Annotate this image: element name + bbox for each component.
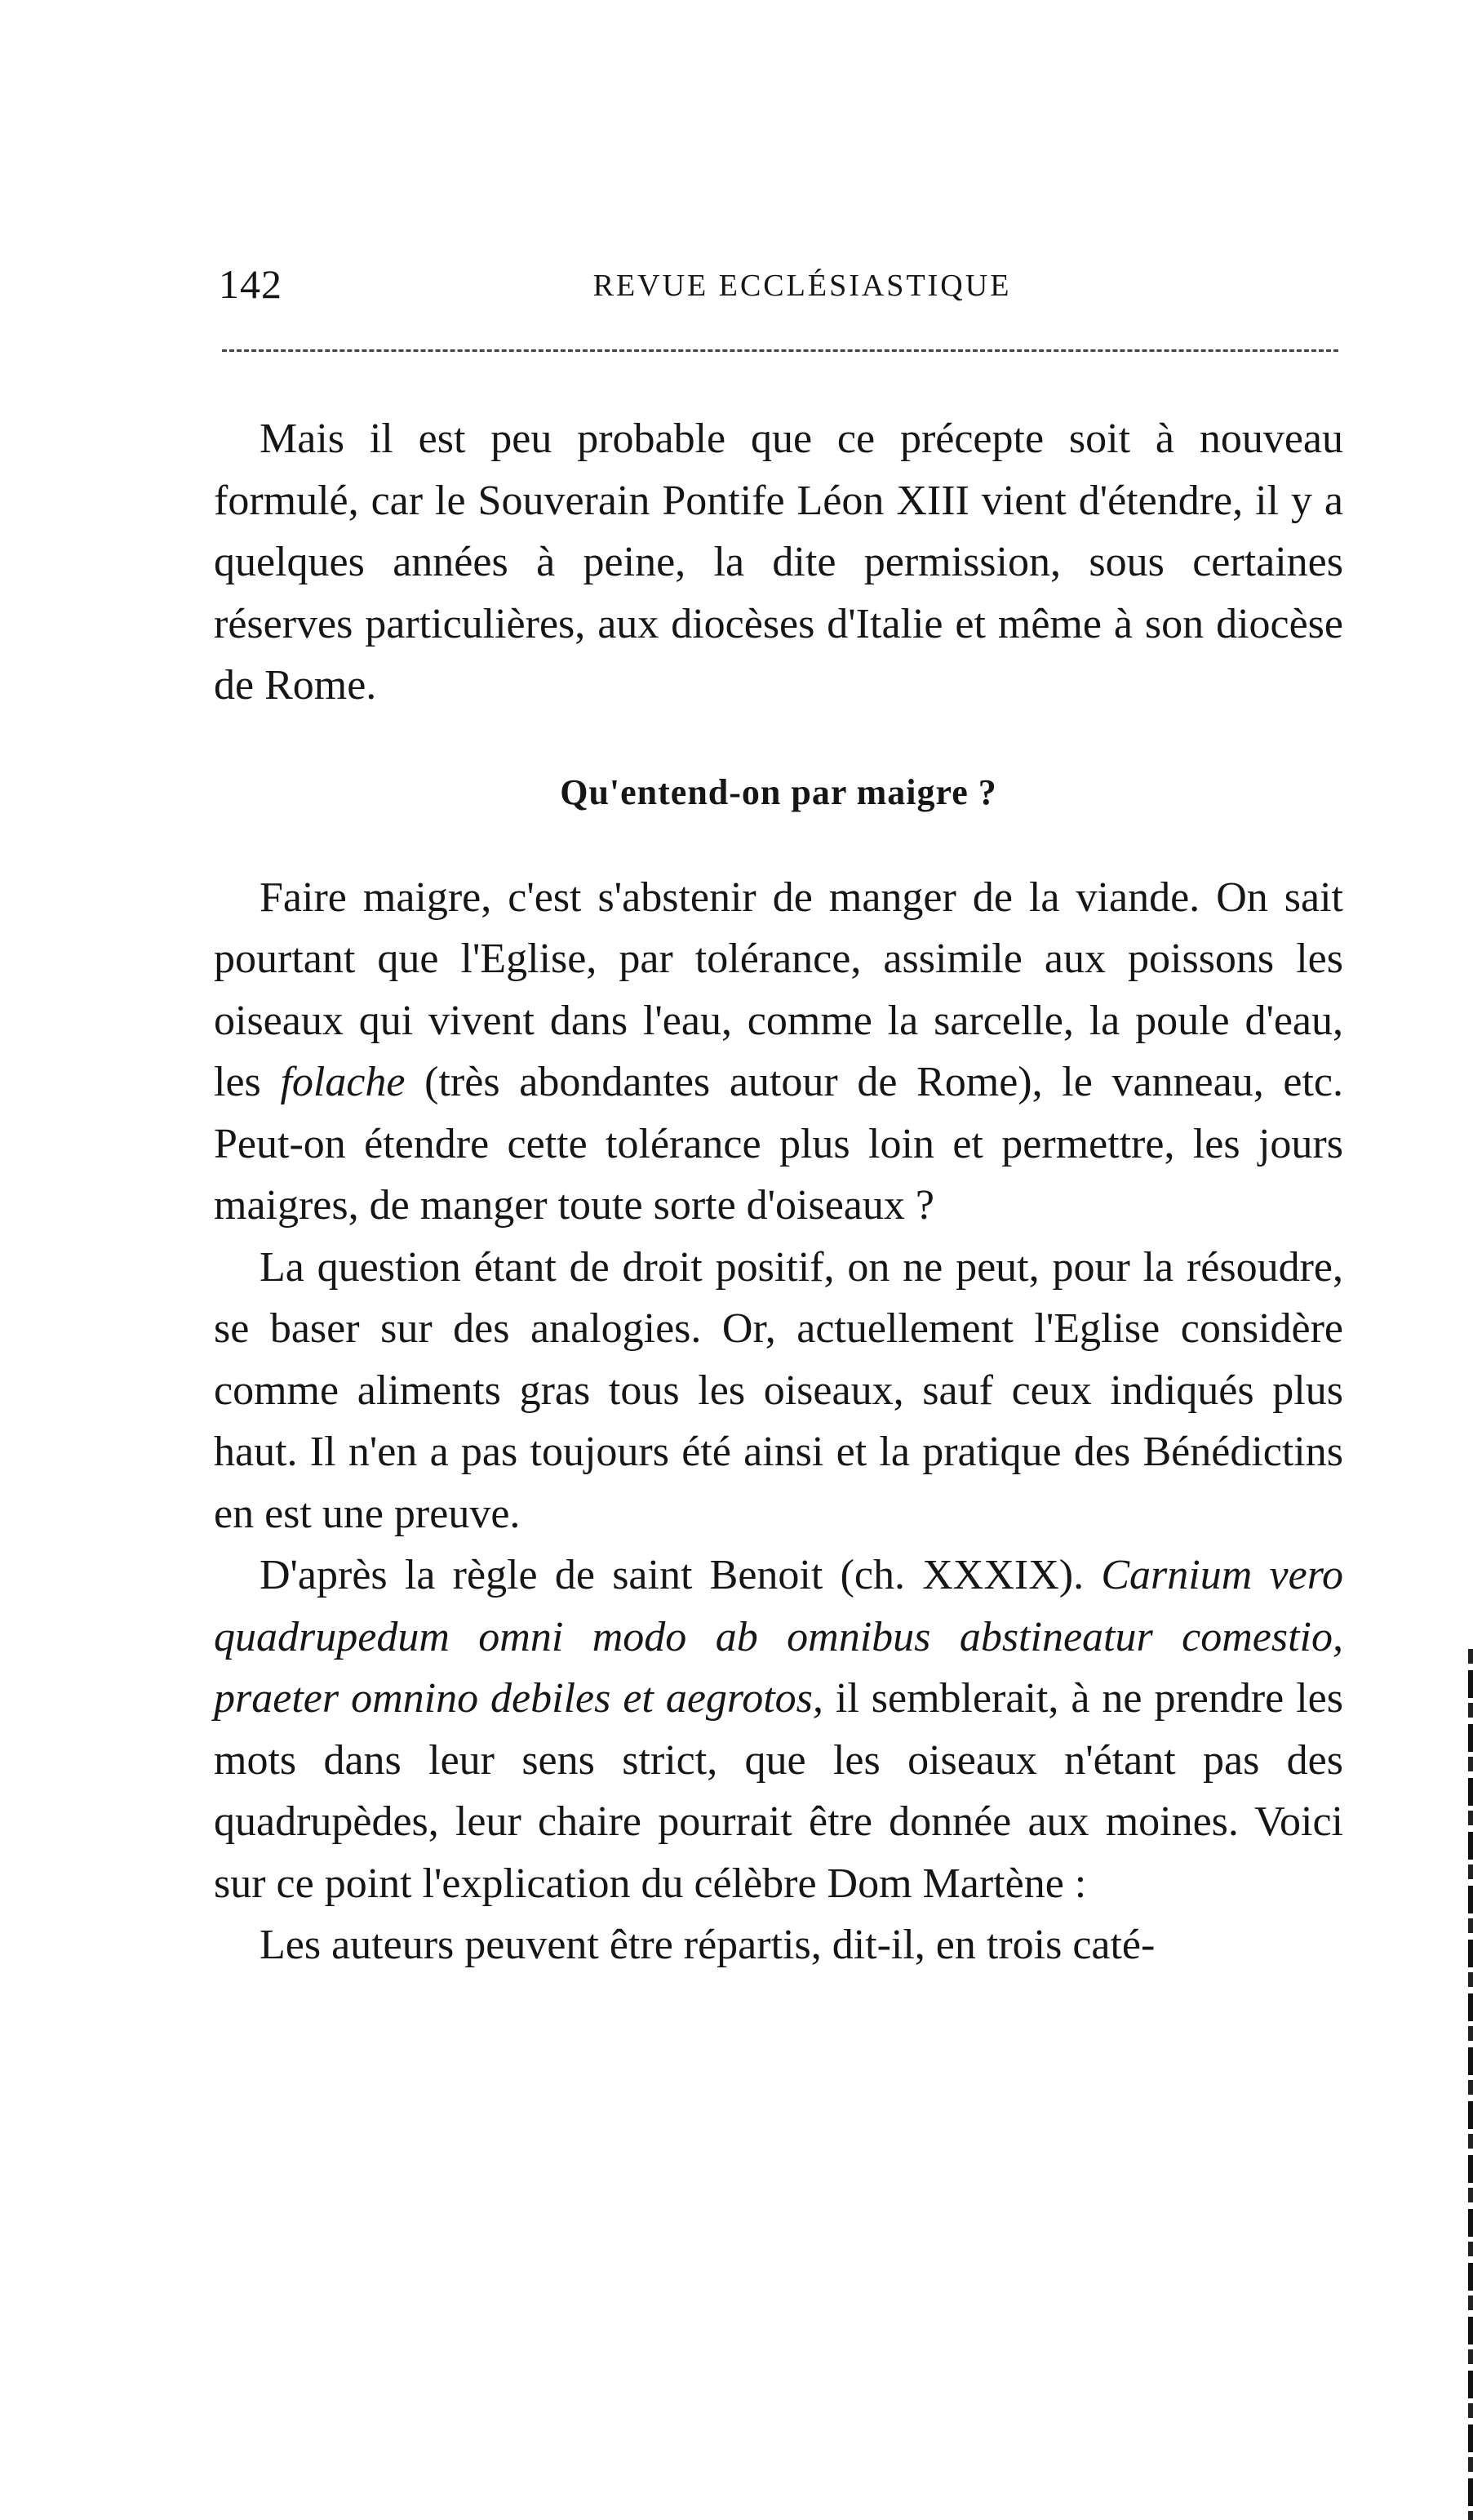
paragraph-text: D'après la règle de saint Benoit (ch. XXXIX). [260, 1552, 1102, 1598]
paragraph [214, 1544, 1343, 1914]
running-title: REVUE ECCLÉSIASTIQUE [592, 269, 1012, 303]
page-number: 142 [219, 261, 282, 307]
paragraph [214, 1237, 1343, 1545]
italic-term: folache [280, 1059, 406, 1105]
paragraph-text: il semblerait, à ne prendre les mots dans leur sens strict, que les oiseaux n'étant pas des quadrupèdes, leur chaire pourrait être donnée aux moines. Voici sur ce point l'explication du célèbre Dom Martène : [214, 1675, 1343, 1907]
paragraph-text: Les auteurs peuvent être répartis, dit-il, en trois caté- [260, 1922, 1156, 1968]
paragraph-text: (très abondantes autour de Rome), le vanneau, etc. Peut-on étendre cette tolérance plus loin et permettre, les jours maigres, de manger toute sorte d'oiseaux ? [214, 1059, 1343, 1229]
header-rule [222, 349, 1338, 352]
paragraph [214, 1914, 1343, 1976]
scan-edge-artifact [1468, 1649, 1473, 2520]
latin-quotation: Carnium vero quadrupedum omni modo ab omnibus abstineatur comestio, praeter omnino debiles et aegrotos, [214, 1552, 1344, 1722]
paragraph-text: La question étant de droit positif, on ne peut, pour la résoudre, se baser sur des analogies. Or, actuellement l'Eglise considère comme aliments gras tous les oiseaux, sauf ceux indiqués plus haut. Il n'en a pas toujours été ainsi et la pratique des Bénédictins en est une preuve. [214, 1243, 1343, 1537]
body-text [214, 408, 1343, 1976]
paragraph-intro: Mais il est peu probable que ce précepte soit à nouveau formulé, car le Souverain Pontife Léon XIII vient d'étendre, il y a quelques années à peine, la dite permission, sous certaines réserves particulières, aux diocèses d'Italie et même à son diocèse de Rome. [214, 416, 1343, 709]
page-header [219, 260, 1353, 309]
paragraph-text: Faire maigre, c'est s'abstenir de manger de la viande. On sait pourtant que l'Eglise, par tolérance, assimile aux poissons les oiseaux qui vivent dans l'eau, comme la sarcelle, la poule d'eau, les [214, 873, 1343, 1105]
section-heading: Qu'entend-on par maigre ? [560, 771, 997, 812]
paragraph [214, 867, 1343, 1237]
